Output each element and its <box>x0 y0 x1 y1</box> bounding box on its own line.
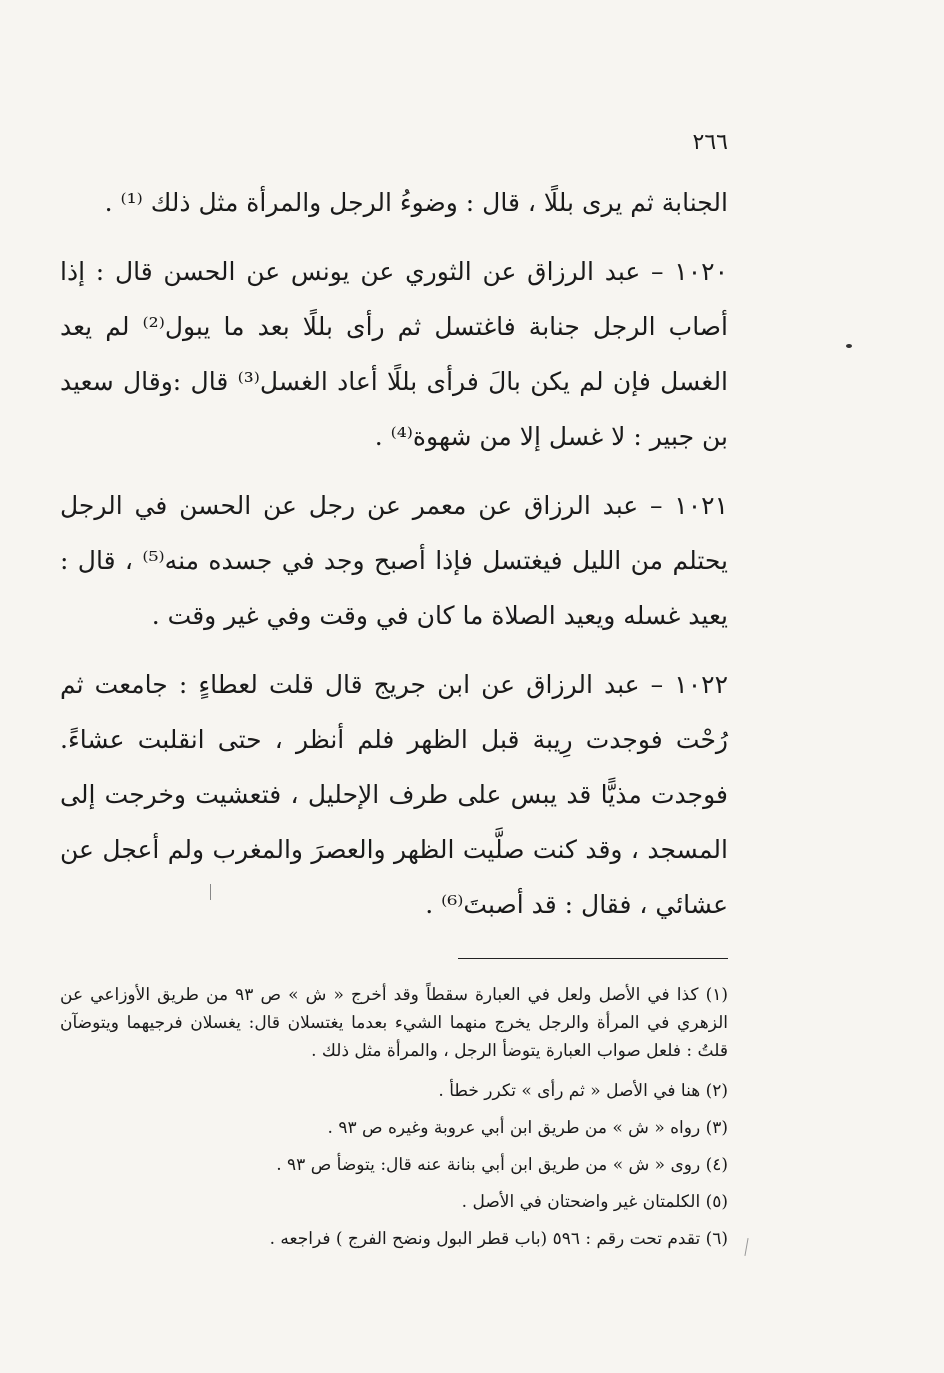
scan-mark <box>210 884 211 900</box>
footnote-divider <box>458 958 728 959</box>
scan-mark-margin <box>744 1238 748 1256</box>
footnote-3: (٣) رواه « ش » من طريق ابن أبي عروبة وغيره ص ٩٣ . <box>327 1118 728 1138</box>
paragraph-1021: ١٠٢١ – عبد الرزاق عن معمر عن رجل عن الحسن في الرجل يحتلم من الليل فيغتسل فإذا أصبح وجد في جسده منه⁽⁵⁾ ، قال : يعيد غسله ويعيد الصلاة ما كان في وقت وفي غير وقت . <box>60 491 728 630</box>
page-number: ٢٦٦ <box>692 130 728 155</box>
paragraph-1020: ١٠٢٠ – عبد الرزاق عن الثوري عن يونس عن الحسن قال : إذا أصاب الرجل جنابة فاغتسل ثم رأى بللًا بعد ما يبول⁽²⁾ لم يعد الغسل فإن لم يكن بالَ فرأى بللًا أعاد الغسل⁽³⁾ قال :وقال سعيد بن جبير : لا غسل إلا من شهوة⁽⁴⁾ . <box>60 257 729 451</box>
scan-speck <box>846 344 852 348</box>
footnote-2: (٢) هنا في الأصل « ثم رأى » تكرر خطأ . <box>438 1081 728 1101</box>
paragraph-continuation: الجنابة ثم يرى بللًا ، قال : وضوءُ الرجل والمرأة مثل ذلك ⁽¹⁾ . <box>104 188 728 217</box>
footnote-5: (٥) الكلمتان غير واضحتان في الأصل . <box>461 1192 728 1212</box>
page-body <box>60 130 728 1262</box>
footnote-4: (٤) روى « ش » من طريق ابن أبي بنانة عنه قال: يتوضأ ص ٩٣ . <box>276 1155 728 1175</box>
paragraph-1022: ١٠٢٢ – عبد الرزاق عن ابن جريج قال قلت لعطاءٍ : جامعت ثم رُحْت فوجدت رِيبة قبل الظهر فلم أنظر ، حتى انقلبت عشاءً. فوجدت مذيًّا قد يبس على طرف الإحليل ، فتعشيت وخرجت إلى المسجد ، وقد كنت صلَّيت الظهر والعصرَ والمغرب ولم أعجل عن عشائي ، فقال : قد أصبتَ⁽⁶⁾ . <box>60 670 728 919</box>
footnote-6: (٦) تقدم تحت رقم : ٥٩٦ (باب قطر البول ونضح الفرج ) فراجعه . <box>269 1229 728 1249</box>
footnote-1: (١) كذا في الأصل ولعل في العبارة سقطاً وقد أخرج « ش » ص ٩٣ من طريق الأوزاعي عن الزهري في المرأة والرجل يخرج منهما الشيء بعدما يغتسلان قال: يغسلان فرجيهما ويتوضآن قلتُ : فلعل صواب العبارة يتوضأ الرجل ، والمرأة مثل ذلك . <box>60 985 728 1061</box>
